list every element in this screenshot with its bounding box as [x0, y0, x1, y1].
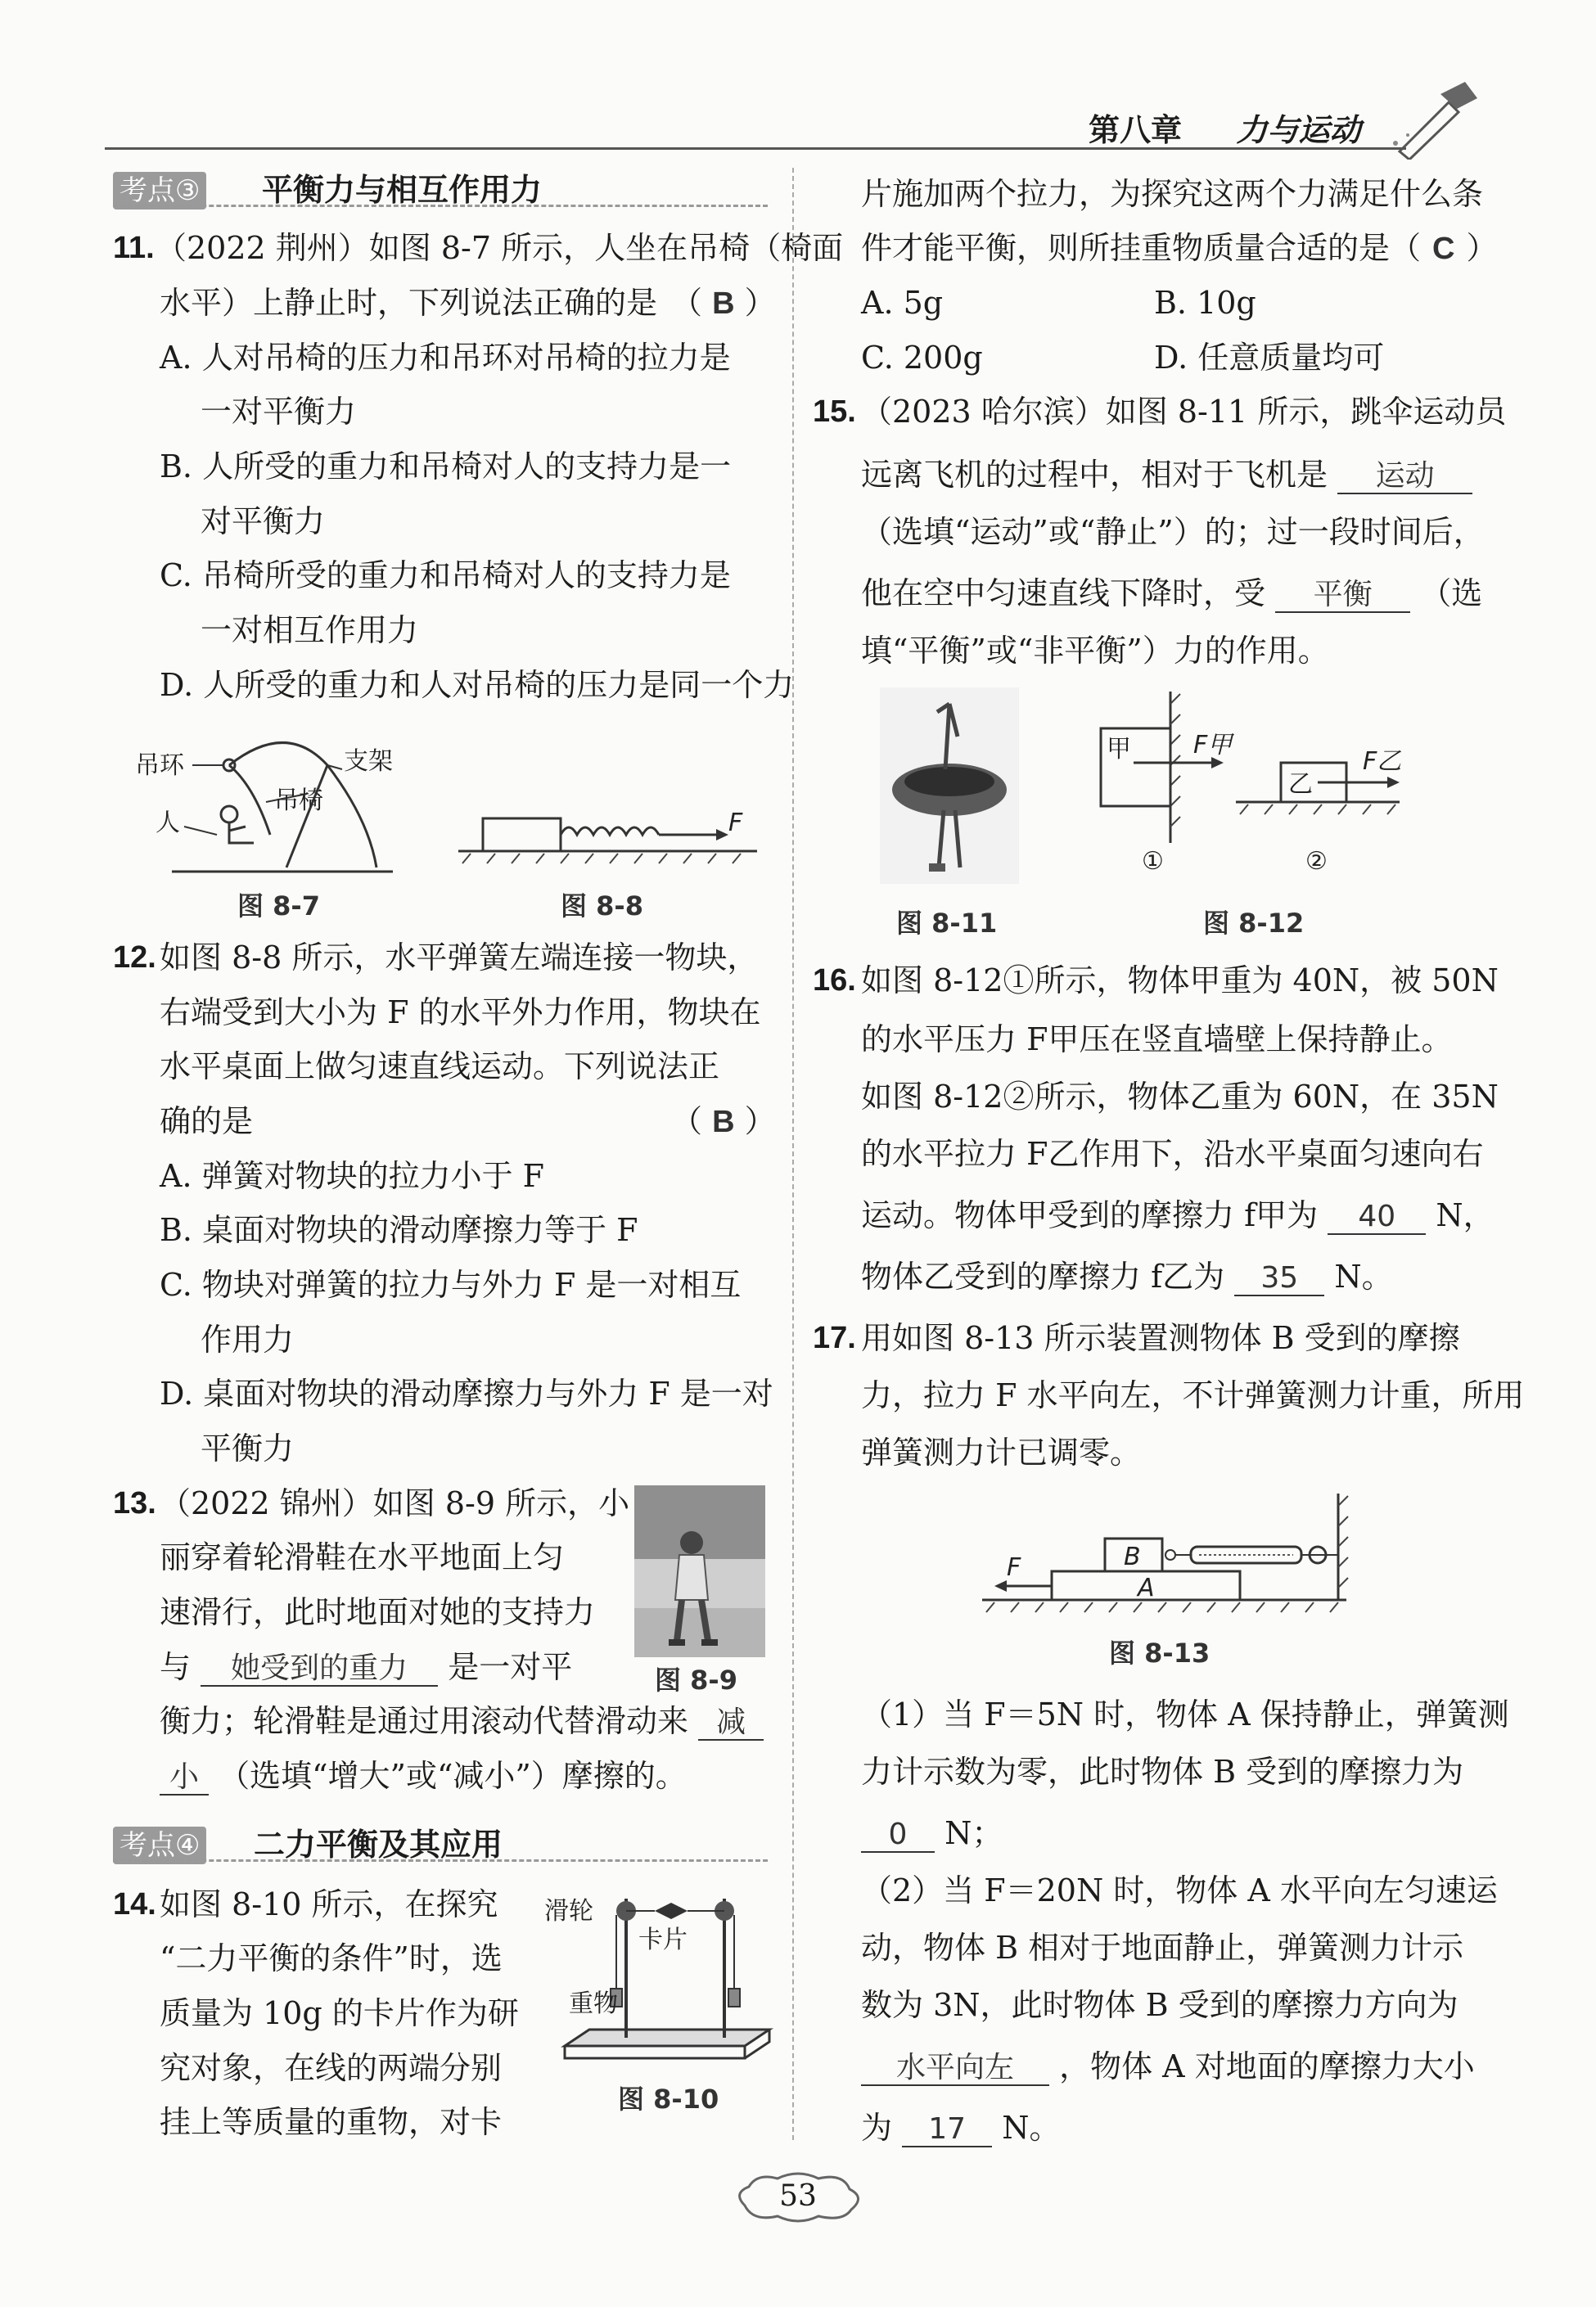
q13-line1: （2022 锦州）如图 8-9 所示，小	[160, 1485, 630, 1521]
fig810-caption: 图 8-10	[618, 2084, 719, 2115]
kaodian3-rule	[113, 205, 768, 207]
q17-blank-3: 17	[902, 2113, 992, 2147]
q17-part1-line2: 力计示数为零，此时物体 B 受到的摩擦力为	[861, 1754, 1464, 1790]
q17-part1-line1: （1）当 F＝5N 时，物体 A 保持静止，弹簧测	[861, 1696, 1509, 1733]
q14-right-line2	[861, 228, 1497, 269]
q17-line2: 力，拉力 F 水平向左，不计弹簧测力计重，所用	[861, 1377, 1525, 1413]
q15-line5: 填“平衡”或“非平衡”）力的作用。	[861, 633, 1329, 669]
q14-line5: 挂上等质量的重物，对卡	[160, 2104, 503, 2140]
q13-line2: 丽穿着轮滑鞋在水平地面上匀	[160, 1539, 565, 1575]
q16-line3: 如图 8-12②所示，物体乙重为 60N，在 35N	[861, 1079, 1499, 1115]
figure-8-7	[123, 720, 450, 884]
q11-answer: B	[712, 286, 735, 321]
q13-blank-2b: 小	[160, 1761, 209, 1796]
figure-8-12	[1089, 687, 1416, 888]
q12-stem-line3: 水平桌面上做匀速直线运动。下列说法正	[160, 1048, 720, 1084]
q16-line1: 如图 8-12①所示，物体甲重为 40N，被 50N	[861, 962, 1499, 998]
fig811-caption: 图 8-11	[896, 908, 998, 939]
q15-number: 15.	[813, 394, 856, 429]
q14-right-line2-text: 件才能平衡，则所挂重物质量合适的是（	[861, 230, 1422, 266]
q15-line2-text: 远离飞机的过程中，相对于飞机是	[861, 457, 1328, 493]
q13-blank-1: 她受到的重力	[201, 1652, 438, 1687]
fig87-ring-label: 吊环	[135, 751, 184, 780]
page-number: 53	[779, 2179, 817, 2213]
q13-number: 13.	[113, 1486, 156, 1521]
figure-8-8	[454, 798, 765, 880]
q14-line4: 究对象，在线的两端分别	[160, 2050, 503, 2086]
fig813-b-label: B	[1124, 1543, 1141, 1571]
q17-part1-line3	[861, 1813, 1003, 1854]
q15-line4	[861, 573, 1482, 614]
q16-line6	[861, 1256, 1393, 1297]
q17-part2-line4-end: ，物体 A 对地面的摩擦力大小	[1059, 2048, 1475, 2084]
figure-8-9-photo	[634, 1485, 765, 1657]
q13-line4-start: 与	[160, 1649, 192, 1685]
fig87-chair-label: 吊椅	[274, 786, 323, 815]
q11-option-c2: 一对相互作用力	[201, 612, 419, 648]
fig813-force-label: F	[1007, 1553, 1021, 1582]
kaodian3-title: 平衡力与相互作用力	[262, 172, 543, 208]
q17-part2-line4	[861, 2046, 1475, 2087]
q17-part2-line5	[861, 2107, 1060, 2148]
kaodian4-rule	[113, 1859, 768, 1862]
q11-stem-line1: （2022 荆州）如图 8-7 所示，人坐在吊椅（椅面	[156, 230, 844, 266]
chapter-number: 第八章	[1089, 112, 1183, 148]
q16-line2: 的水平压力 F甲压在竖直墙壁上保持静止。	[861, 1021, 1453, 1057]
fig812-circled-1: ①	[1142, 847, 1164, 876]
q11-option-b2: 对平衡力	[201, 503, 326, 539]
q12-stem-line1: 如图 8-8 所示，水平弹簧左端连接一物块，	[160, 939, 759, 976]
q11-stem-line2: 水平）上静止时，下列说法正确的是	[160, 285, 658, 321]
fig812-yi-label: 乙	[1288, 770, 1313, 799]
chapter-title	[1089, 105, 1361, 150]
fig87-person-label: 人	[156, 809, 180, 837]
q11-option-a1: A. 人对吊椅的压力和吊环对吊椅的拉力是	[160, 340, 731, 376]
column-divider	[792, 168, 794, 2140]
q15-line4-end: （选	[1420, 575, 1483, 611]
figure-8-11-photo	[880, 687, 1019, 884]
q15-line1: （2023 哈尔滨）如图 8-11 所示，跳伞运动员	[861, 394, 1507, 430]
fig812-fjia-label: F甲	[1193, 731, 1233, 759]
q16-line6-end: N。	[1334, 1259, 1393, 1295]
q17-part2-line1: （2）当 F＝20N 时，物体 A 水平向左匀速运	[861, 1872, 1498, 1908]
q12-number: 12.	[113, 940, 156, 975]
figure-8-13	[978, 1489, 1355, 1624]
q14-option-b: B. 10g	[1154, 285, 1256, 321]
q14-option-c: C. 200g	[861, 340, 983, 376]
q14-line3: 质量为 10g 的卡片作为研	[160, 1995, 519, 2031]
kaodian3-badge: 考点③	[113, 172, 206, 210]
q12-option-b1: B. 桌面对物块的滑动摩擦力等于 F	[160, 1212, 638, 1248]
q15-line2	[861, 454, 1472, 495]
q12-option-d1: D. 桌面对物块的滑动摩擦力与外力 F 是一对	[160, 1376, 773, 1412]
fig89-caption: 图 8-9	[655, 1665, 737, 1696]
q16-line6-text: 物体乙受到的摩擦力 f乙为	[861, 1259, 1225, 1295]
fig812-jia-label: 甲	[1107, 735, 1131, 764]
fig813-a-label: A	[1138, 1574, 1155, 1602]
q17-blank-2: 水平向左	[861, 2052, 1049, 2086]
q14-number: 14.	[113, 1887, 156, 1922]
q15-line3: （选填“运动”或“静止”）的；过一段时间后，	[861, 514, 1485, 550]
fig810-weight-label: 重物	[569, 1989, 618, 2018]
q12-stem-line2: 右端受到大小为 F 的水平外力作用，物块在	[160, 994, 761, 1030]
q17-number: 17.	[813, 1321, 856, 1355]
q17-part1-end: N；	[945, 1815, 1003, 1851]
q11-option-c1: C. 吊椅所受的重力和吊椅对人的支持力是	[160, 557, 731, 593]
q11-answer-bracket: （ B ）	[671, 285, 776, 321]
q17-part2-line5-start: 为	[861, 2110, 893, 2146]
q17-line1: 用如图 8-13 所示装置测物体 B 受到的摩擦	[861, 1320, 1460, 1356]
q16-blank-1: 40	[1328, 1201, 1426, 1235]
q14-line2: “二力平衡的条件”时，选	[160, 1940, 503, 1976]
q16-line5-text: 运动。物体甲受到的摩擦力 f甲为	[861, 1197, 1319, 1233]
q12-stem-line4: 确的是	[160, 1103, 254, 1139]
q17-part2-line2: 动，物体 B 相对于地面静止，弹簧测力计示	[861, 1930, 1464, 1966]
fig810-pulley-label: 滑轮	[544, 1897, 593, 1926]
fig812-circled-2: ②	[1305, 847, 1328, 876]
q13-line3: 速滑行，此时地面对她的支持力	[160, 1594, 596, 1630]
fig812-fyi-label: F乙	[1363, 747, 1402, 776]
fig88-force-label: F	[728, 809, 743, 837]
q15-blank-1: 运动	[1337, 460, 1472, 494]
q17-part2-line3: 数为 3N，此时物体 B 受到的摩擦力方向为	[861, 1987, 1458, 2023]
q13-line4	[160, 1647, 572, 1687]
fig810-card-label: 卡片	[638, 1926, 688, 1954]
q13-line5	[160, 1701, 764, 1742]
q17-part2-line5-end: N。	[1002, 2110, 1061, 2146]
q13-line5-start: 衡力；轮滑鞋是通过用滚动代替滑动来	[160, 1703, 689, 1739]
pencil-cap-icon	[1383, 78, 1481, 160]
q12-option-a1: A. 弹簧对物块的拉力小于 F	[160, 1158, 545, 1194]
q13-line6-end: （选填“增大”或“减小”）摩擦的。	[219, 1758, 687, 1794]
q17-blank-1: 0	[861, 1818, 935, 1853]
q16-line5-end: N，	[1436, 1197, 1495, 1233]
chapter-name: 力与运动	[1236, 112, 1361, 148]
q16-line5	[861, 1195, 1495, 1236]
q13-line6	[160, 1755, 687, 1796]
fig813-caption: 图 8-13	[1109, 1638, 1211, 1669]
q14-answer: C	[1432, 232, 1455, 266]
q13-line4-end: 是一对平	[448, 1649, 573, 1685]
fig88-caption: 图 8-8	[561, 890, 643, 921]
q12-option-c2: 作用力	[201, 1322, 295, 1358]
q14-right-line1: 片施加两个拉力，为探究这两个力满足什么条	[861, 176, 1484, 212]
q17-line3: 弹簧测力计已调零。	[861, 1435, 1142, 1471]
q16-line4: 的水平拉力 F乙作用下，沿水平桌面匀速向右	[861, 1136, 1484, 1172]
q15-blank-2: 平衡	[1275, 579, 1410, 613]
q14-right-line2-end: ）	[1466, 230, 1498, 266]
kaodian4-title: 二力平衡及其应用	[254, 1827, 503, 1863]
q16-number: 16.	[813, 963, 856, 998]
kaodian4-badge: 考点④	[113, 1827, 206, 1864]
q12-answer: B	[712, 1105, 735, 1139]
q16-blank-2: 35	[1234, 1262, 1324, 1296]
q14-line1: 如图 8-10 所示，在探究	[160, 1886, 498, 1922]
q12-answer-bracket: （ B ）	[671, 1103, 776, 1139]
q11-number: 11.	[113, 231, 155, 265]
fig87-caption: 图 8-7	[237, 890, 320, 921]
q14-option-a: A. 5g	[861, 285, 944, 321]
q13-blank-2a: 减	[698, 1706, 764, 1741]
q11-option-d1: D. 人所受的重力和人对吊椅的压力是同一个力	[160, 667, 795, 703]
q14-option-d: D. 任意质量均可	[1154, 340, 1385, 376]
q11-option-a2: 一对平衡力	[201, 394, 357, 430]
q12-option-c1: C. 物块对弹簧的拉力与外力 F 是一对相互	[160, 1267, 742, 1303]
fig87-stand-label: 支架	[344, 747, 393, 776]
q15-line4-text: 他在空中匀速直线下降时，受	[861, 575, 1266, 611]
q11-option-b1: B. 人所受的重力和吊椅对人的支持力是一	[160, 448, 732, 484]
fig812-caption: 图 8-12	[1203, 908, 1305, 939]
q12-option-d2: 平衡力	[201, 1431, 295, 1467]
figure-8-10	[532, 1874, 778, 2070]
